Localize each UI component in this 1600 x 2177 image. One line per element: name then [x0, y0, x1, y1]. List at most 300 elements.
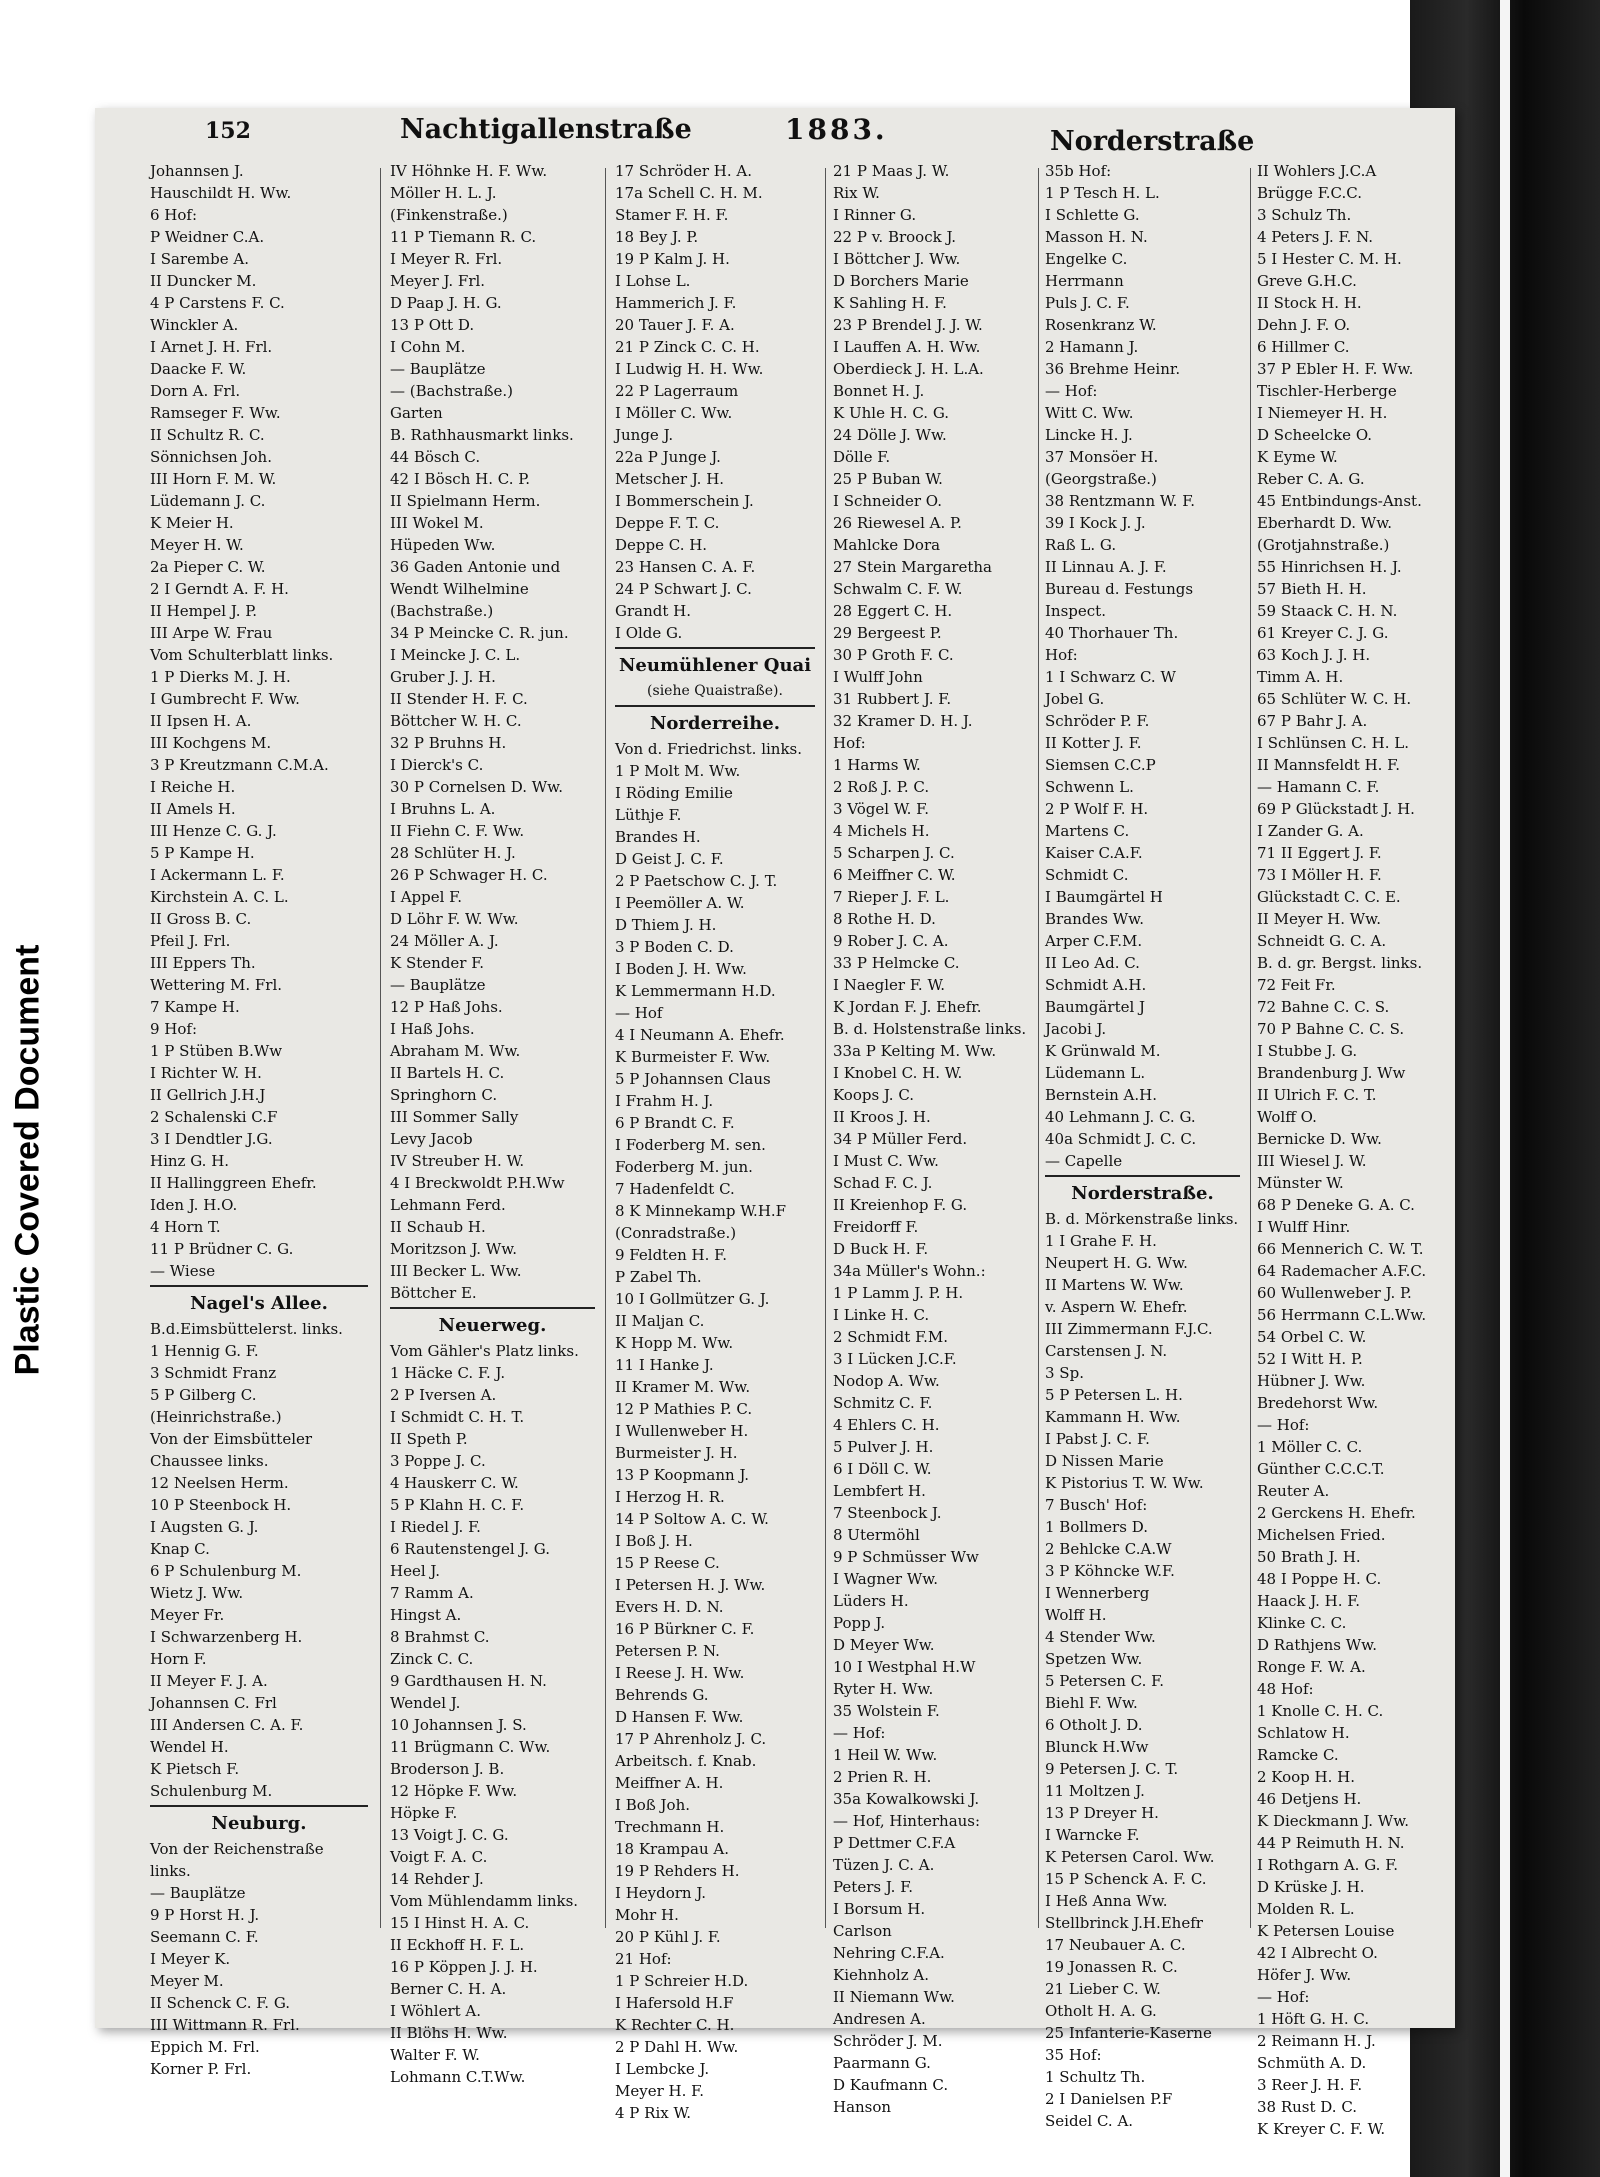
directory-entry: I Lohse L. — [615, 272, 691, 290]
directory-entry: II Fiehn C. F. Ww. — [390, 822, 525, 840]
directory-entry: Vom Schulterblatt links. — [150, 646, 334, 664]
directory-entry: Günther C.C.C.T. — [1257, 1460, 1385, 1478]
directory-entry: K Dieckmann J. Ww. — [1257, 1812, 1410, 1830]
directory-entry: Wendt Wilhelmine — [390, 580, 529, 598]
directory-entry: 1 Knolle C. H. C. — [1257, 1702, 1384, 1720]
directory-entry: 17 Neubauer A. C. — [1045, 1936, 1186, 1954]
directory-entry: 30 P Cornelsen D. Ww. — [390, 778, 564, 796]
directory-entry: Lüders H. — [833, 1592, 909, 1610]
directory-entry: 15 I Hinst H. A. C. — [390, 1914, 530, 1932]
directory-entry: Junge J. — [615, 426, 674, 444]
directory-entry: Rix W. — [833, 184, 880, 202]
directory-entry: Schwenn L. — [1045, 778, 1134, 796]
directory-entry: Ramcke C. — [1257, 1746, 1339, 1764]
directory-entry: 1 Harms W. — [833, 756, 921, 774]
directory-entry: — Hof: — [833, 1724, 886, 1742]
directory-entry: 2 P Wolf F. H. — [1045, 800, 1149, 818]
directory-entry: II Maljan C. — [615, 1312, 705, 1330]
directory-entry: Burmeister J. H. — [615, 1444, 738, 1462]
directory-entry: Heel J. — [390, 1562, 441, 1580]
directory-entry: Von der Reichenstraße — [150, 1840, 324, 1858]
directory-column-5 — [1045, 160, 1240, 2130]
directory-entry: B. d. gr. Bergst. links. — [1257, 954, 1423, 972]
directory-entry: 35a Kowalkowski J. — [833, 1790, 980, 1808]
directory-entry: Nehring C.F.A. — [833, 1944, 945, 1962]
directory-entry: Spetzen Ww. — [1045, 1650, 1143, 1668]
header-right-street: Norderstraße — [1050, 126, 1255, 157]
directory-entry: Lembfert H. — [833, 1482, 926, 1500]
directory-entry: Lehmann Ferd. — [390, 1196, 506, 1214]
directory-column-3 — [615, 160, 815, 2122]
directory-entry: 34 P Müller Ferd. — [833, 1130, 968, 1148]
directory-entry: Mohr H. — [615, 1906, 679, 1924]
directory-entry: 35 Hof: — [1045, 2046, 1102, 2064]
directory-entry: 1 P Stüben B.Ww — [150, 1042, 283, 1060]
directory-entry: Brandes Ww. — [1045, 910, 1144, 928]
directory-entry: Schmidt C. — [1045, 866, 1129, 884]
directory-entry: I Appel F. — [390, 888, 463, 906]
scanned-page — [95, 108, 1455, 2138]
directory-entry: 69 P Glückstadt J. H. — [1257, 800, 1415, 818]
directory-entry: Lüdemann L. — [1045, 1064, 1146, 1082]
directory-entry: (Bachstraße.) — [390, 602, 494, 620]
directory-entry: 40 Lehmann J. C. G. — [1045, 1108, 1196, 1126]
directory-entry: 32 Kramer D. H. J. — [833, 712, 973, 730]
directory-entry: III Becker L. Ww. — [390, 1262, 522, 1280]
directory-entry: Meyer J. Frl. — [390, 272, 486, 290]
directory-entry: Metscher J. H. — [615, 470, 725, 488]
directory-entry: Foderberg M. jun. — [615, 1158, 753, 1176]
directory-entry: P Dettmer C.F.A — [833, 1834, 956, 1852]
directory-entry: Trechmann H. — [615, 1818, 725, 1836]
directory-entry: I Ackermann L. F. — [150, 866, 285, 884]
directory-entry: 11 Brügmann C. Ww. — [390, 1738, 551, 1756]
directory-entry: D Geist J. C. F. — [615, 850, 724, 868]
section-rule — [1045, 1175, 1240, 1177]
street-heading: Norderstraße. — [1071, 1183, 1214, 1204]
directory-entry: 72 Bahne C. C. S. — [1257, 998, 1390, 1016]
directory-entry: 35b Hof: — [1045, 162, 1112, 180]
directory-entry: 36 Brehme Heinr. — [1045, 360, 1181, 378]
directory-entry: 10 I Westphal H.W — [833, 1658, 976, 1676]
directory-entry: I Riedel J. F. — [390, 1518, 481, 1536]
directory-entry: 44 Bösch C. — [390, 448, 481, 466]
directory-entry: 73 I Möller H. F. — [1257, 866, 1382, 884]
directory-entry: K Kreyer C. F. W. — [1257, 2120, 1386, 2138]
directory-entry: Inspect. — [1045, 602, 1106, 620]
directory-entry: I Wulff John — [833, 668, 923, 686]
section-rule — [615, 705, 815, 707]
directory-entry: I Frahm H. J. — [615, 1092, 714, 1110]
directory-entry: 71 II Eggert J. F. — [1257, 844, 1382, 862]
directory-entry: 7 Busch' Hof: — [1045, 1496, 1148, 1514]
directory-entry: I Boß J. H. — [615, 1532, 693, 1550]
directory-entry: I Rothgarn A. G. F. — [1257, 1856, 1399, 1874]
directory-entry: 33a P Kelting M. Ww. — [833, 1042, 997, 1060]
directory-entry: Evers H. D. N. — [615, 1598, 724, 1616]
directory-entry: K Uhle H. C. G. — [833, 404, 950, 422]
directory-entry: I Wöhlert A. — [390, 2002, 482, 2020]
directory-entry: 24 Dölle J. Ww. — [833, 426, 947, 444]
directory-entry: 48 Hof: — [1257, 1680, 1314, 1698]
directory-entry: Siemsen C.C.P — [1045, 756, 1156, 774]
directory-entry: Nodop A. Ww. — [833, 1372, 940, 1390]
directory-entry: Koops J. C. — [833, 1086, 915, 1104]
directory-entry: I Schwarzenberg H. — [150, 1628, 303, 1646]
directory-entry: II Mannsfeldt H. F. — [1257, 756, 1401, 774]
column-divider — [605, 168, 606, 1928]
directory-entry: 3 Reer J. H. F. — [1257, 2076, 1363, 2094]
directory-entry: D Löhr F. W. Ww. — [390, 910, 519, 928]
directory-entry: 2 P Paetschow C. J. T. — [615, 872, 778, 890]
directory-entry: 2 Roß J. P. C. — [833, 778, 930, 796]
directory-entry: I Linke H. C. — [833, 1306, 930, 1324]
directory-entry: Berner C. H. A. — [390, 1980, 507, 1998]
directory-entry: 8 Rothe H. D. — [833, 910, 936, 928]
directory-entry: 8 Brahmst C. — [390, 1628, 490, 1646]
directory-entry: 20 P Kühl J. F. — [615, 1928, 721, 1946]
directory-entry: 2 Prien R. H. — [833, 1768, 932, 1786]
directory-entry: Moritzson J. Ww. — [390, 1240, 518, 1258]
directory-entry: 16 P Bürkner C. F. — [615, 1620, 755, 1638]
directory-entry: I Schmidt C. H. T. — [390, 1408, 525, 1426]
directory-entry: II Eckhoff H. F. L. — [390, 1936, 525, 1954]
directory-entry: Hüpeden Ww. — [390, 536, 496, 554]
directory-entry: Behrends G. — [615, 1686, 709, 1704]
directory-entry: Andresen A. — [833, 2010, 926, 2028]
directory-entry: 40a Schmidt J. C. C. — [1045, 1130, 1197, 1148]
directory-entry: I Gumbrecht F. Ww. — [150, 690, 300, 708]
directory-entry: 22 P v. Broock J. — [833, 228, 957, 246]
directory-entry: 40 Thorhauer Th. — [1045, 624, 1179, 642]
directory-entry: 26 Riewesel A. P. — [833, 514, 962, 532]
directory-entry: 17 P Ahrenholz J. C. — [615, 1730, 767, 1748]
directory-entry: 70 P Bahne C. C. S. — [1257, 1020, 1405, 1038]
directory-entry: 1 Heil W. Ww. — [833, 1746, 938, 1764]
directory-entry: Wendel H. — [150, 1738, 229, 1756]
directory-entry: Hingst A. — [390, 1606, 462, 1624]
directory-entry: 61 Kreyer C. J. G. — [1257, 624, 1389, 642]
directory-entry: I Reiche H. — [150, 778, 236, 796]
directory-entry: Bonnet H. J. — [833, 382, 925, 400]
directory-entry: Hinz G. H. — [150, 1152, 230, 1170]
directory-entry: Peters J. F. — [833, 1878, 914, 1896]
directory-entry: 27 Stein Margaretha — [833, 558, 992, 576]
directory-entry: 22 P Lagerraum — [615, 382, 739, 400]
directory-entry: 52 I Witt H. P. — [1257, 1350, 1363, 1368]
directory-entry: links. — [150, 1862, 191, 1880]
directory-entry: Vom Mühlendamm links. — [390, 1892, 579, 1910]
directory-entry: Eppich M. Frl. — [150, 2038, 260, 2056]
directory-entry: I Meincke J. C. L. — [390, 646, 521, 664]
directory-column-4 — [833, 160, 1028, 2116]
directory-entry: I Meyer R. Frl. — [390, 250, 503, 268]
directory-entry: 4 I Neumann A. Ehefr. — [615, 1026, 785, 1044]
directory-entry: Seidel C. A. — [1045, 2112, 1134, 2130]
directory-entry: 66 Mennerich C. W. T. — [1257, 1240, 1424, 1258]
directory-entry: Brügge F.C.C. — [1257, 184, 1362, 202]
directory-entry: I Heß Anna Ww. — [1045, 1892, 1168, 1910]
column-divider — [380, 168, 381, 1928]
directory-entry: II Schultz R. C. — [150, 426, 265, 444]
directory-entry: Höfer J. Ww. — [1257, 1966, 1352, 1984]
directory-entry: Hauschildt H. Ww. — [150, 184, 292, 202]
directory-entry: Wolff H. — [1045, 1606, 1107, 1624]
directory-entry: I Zander G. A. — [1257, 822, 1364, 840]
directory-entry: Korner P. Frl. — [150, 2060, 252, 2078]
directory-entry: Schröder J. M. — [833, 2032, 943, 2050]
directory-entry: 1 Bollmers D. — [1045, 1518, 1148, 1536]
directory-entry: 7 Kampe H. — [150, 998, 240, 1016]
directory-entry: 1 P Dierks M. J. H. — [150, 668, 291, 686]
directory-entry: K Jordan F. J. Ehefr. — [833, 998, 982, 1016]
directory-entry: 17a Schell C. H. M. — [615, 184, 763, 202]
directory-entry: 34a Müller's Wohn.: — [833, 1262, 986, 1280]
side-label — [6, 0, 50, 2177]
directory-entry: I Hafersold H.F — [615, 1994, 734, 2012]
directory-entry: 6 I Döll C. W. — [833, 1460, 932, 1478]
directory-entry: 28 Eggert C. H. — [833, 602, 953, 620]
section-rule — [150, 1285, 368, 1287]
directory-entry: Stamer F. H. F. — [615, 206, 729, 224]
directory-entry: Höpke F. — [390, 1804, 458, 1822]
directory-entry: I Niemeyer H. H. — [1257, 404, 1388, 422]
directory-entry: Dehn J. F. O. — [1257, 316, 1351, 334]
street-note: (siehe Quaistraße). — [647, 683, 783, 699]
directory-entry: 1 Häcke C. F. J. — [390, 1364, 506, 1382]
directory-entry: — Bauplätze — [150, 1884, 246, 1902]
directory-entry: Schmidt A.H. — [1045, 976, 1147, 994]
directory-entry: Eberhardt D. Ww. — [1257, 514, 1393, 532]
directory-entry: I Lauffen A. H. Ww. — [833, 338, 981, 356]
directory-entry: I Augsten G. J. — [150, 1518, 259, 1536]
directory-entry: 3 P Köhncke W.F. — [1045, 1562, 1175, 1580]
directory-entry: 4 Horn T. — [150, 1218, 221, 1236]
directory-entry: 6 P Schulenburg M. — [150, 1562, 302, 1580]
directory-entry: D Scheelcke O. — [1257, 426, 1373, 444]
directory-entry: 45 Entbindungs-Anst. — [1257, 492, 1422, 510]
street-heading: Neuburg. — [211, 1813, 307, 1834]
directory-entry: Arbeitsch. f. Knab. — [615, 1752, 757, 1770]
directory-entry: 14 Rehder J. — [390, 1870, 484, 1888]
directory-entry: 38 Rentzmann W. F. — [1045, 492, 1196, 510]
directory-entry: (Conradstraße.) — [615, 1224, 737, 1242]
directory-entry: B. Rathhausmarkt links. — [390, 426, 574, 444]
directory-entry: I Herzog H. R. — [615, 1488, 725, 1506]
directory-entry: 2 Reimann H. J. — [1257, 2032, 1376, 2050]
directory-entry: Ronge F. W. A. — [1257, 1658, 1366, 1676]
directory-entry: I Haß Johs. — [390, 1020, 475, 1038]
directory-entry: Lohmann C.T.Ww. — [390, 2068, 526, 2086]
directory-entry: II Meyer H. Ww. — [1257, 910, 1382, 928]
directory-entry: Ramseger F. Ww. — [150, 404, 281, 422]
directory-entry: I Röding Emilie — [615, 784, 733, 802]
directory-entry: Kiehnholz A. — [833, 1966, 929, 1984]
directory-entry: Meyer H. W. — [150, 536, 244, 554]
directory-entry: Voigt F. A. C. — [390, 1848, 488, 1866]
directory-entry: 13 P Dreyer H. — [1045, 1804, 1159, 1822]
directory-entry: D Paap J. H. G. — [390, 294, 502, 312]
directory-entry: I Pabst J. C. F. — [1045, 1430, 1150, 1448]
directory-entry: 10 P Steenbock H. — [150, 1496, 292, 1514]
directory-entry: Glückstadt C. C. E. — [1257, 888, 1401, 906]
directory-entry: 6 P Brandt C. F. — [615, 1114, 735, 1132]
directory-entry: 2 Hamann J. — [1045, 338, 1139, 356]
directory-entry: 23 P Brendel J. J. W. — [833, 316, 983, 334]
directory-entry: 4 Ehlers C. H. — [833, 1416, 940, 1434]
directory-entry: 8 K Minnekamp W.H.F — [615, 1202, 787, 1220]
directory-entry: II Meyer F. J. A. — [150, 1672, 268, 1690]
directory-entry: I Meyer K. — [150, 1950, 231, 1968]
directory-entry: I Wennerberg — [1045, 1584, 1150, 1602]
directory-entry: II Blöhs H. Ww. — [390, 2024, 508, 2042]
directory-entry: 9 Petersen J. C. T. — [1045, 1760, 1179, 1778]
directory-entry: Daacke F. W. — [150, 360, 247, 378]
directory-entry: II Duncker M. — [150, 272, 257, 290]
directory-entry: — Bauplätze — [390, 360, 486, 378]
directory-entry: 30 P Groth F. C. — [833, 646, 954, 664]
directory-entry: v. Aspern W. Ehefr. — [1045, 1298, 1188, 1316]
directory-entry: II Leo Ad. C. — [1045, 954, 1140, 972]
directory-entry: Böttcher W. H. C. — [390, 712, 522, 730]
directory-entry: III Horn F. M. W. — [150, 470, 277, 488]
directory-entry: Münster W. — [1257, 1174, 1344, 1192]
directory-entry: 72 Feit Fr. — [1257, 976, 1336, 994]
directory-entry: 3 Vögel W. F. — [833, 800, 930, 818]
directory-entry: 2 P Iversen A. — [390, 1386, 497, 1404]
directory-entry: IV Streuber H. W. — [390, 1152, 525, 1170]
directory-entry: Schad F. C. J. — [833, 1174, 933, 1192]
directory-entry: 68 P Deneke G. A. C. — [1257, 1196, 1415, 1214]
directory-entry: D Thiem J. H. — [615, 916, 717, 934]
directory-entry: K Pietsch F. — [150, 1760, 240, 1778]
directory-entry: D Hansen F. Ww. — [615, 1708, 744, 1726]
directory-entry: 13 Voigt J. C. G. — [390, 1826, 509, 1844]
directory-entry: 60 Wullenweber J. P. — [1257, 1284, 1412, 1302]
directory-entry: I Baumgärtel H — [1045, 888, 1163, 906]
directory-entry: 5 P Gilberg C. — [150, 1386, 257, 1404]
directory-entry: II Wohlers J.C.A — [1257, 162, 1377, 180]
directory-entry: Springhorn C. — [390, 1086, 498, 1104]
directory-entry: Dölle F. — [833, 448, 891, 466]
street-heading: Neuerweg. — [438, 1315, 547, 1336]
directory-entry: 3 Sp. — [1045, 1364, 1084, 1382]
directory-entry: 64 Rademacher A.F.C. — [1257, 1262, 1427, 1280]
directory-entry: 2 Gerckens H. Ehefr. — [1257, 1504, 1416, 1522]
directory-entry: K Lemmermann H.D. — [615, 982, 776, 1000]
directory-entry: 4 Stender Ww. — [1045, 1628, 1156, 1646]
directory-entry: 12 Höpke F. Ww. — [390, 1782, 518, 1800]
directory-entry: Chaussee links. — [150, 1452, 269, 1470]
directory-entry: II Kotter J. F. — [1045, 734, 1142, 752]
directory-entry: Deppe C. H. — [615, 536, 708, 554]
directory-entry: — Hamann C. F. — [1257, 778, 1380, 796]
directory-entry: I Sarembe A. — [150, 250, 250, 268]
directory-entry: Rosenkranz W. — [1045, 316, 1157, 334]
directory-entry: II Schaub H. — [390, 1218, 486, 1236]
directory-entry: 1 Höft G. H. C. — [1257, 2010, 1370, 2028]
directory-entry: K Pistorius T. W. Ww. — [1045, 1474, 1204, 1492]
directory-entry: II Spielmann Herm. — [390, 492, 541, 510]
directory-entry: Arper C.F.M. — [1045, 932, 1143, 950]
directory-entry: Schlatow H. — [1257, 1724, 1350, 1742]
directory-entry: Neupert H. G. Ww. — [1045, 1254, 1188, 1272]
directory-entry: Petersen P. N. — [615, 1642, 720, 1660]
directory-entry: Bernstein A.H. — [1045, 1086, 1158, 1104]
directory-entry: 9 Gardthausen H. N. — [390, 1672, 547, 1690]
column-divider — [825, 168, 826, 1928]
directory-entry: Abraham M. Ww. — [390, 1042, 521, 1060]
directory-entry: 38 Rust D. C. — [1257, 2098, 1358, 2116]
directory-entry: B.d.Eimsbüttelerst. links. — [150, 1320, 343, 1338]
directory-entry: 25 Infanterie-Kaserne — [1045, 2024, 1212, 2042]
directory-entry: 12 P Haß Johs. — [390, 998, 503, 1016]
directory-entry: 22a P Junge J. — [615, 448, 721, 466]
directory-entry: 11 I Hanke J. — [615, 1356, 714, 1374]
directory-entry: I Richter W. H. — [150, 1064, 262, 1082]
directory-entry: Seemann C. F. — [150, 1928, 259, 1946]
directory-entry: 35 Wolstein F. — [833, 1702, 940, 1720]
directory-entry: 3 Schulz Th. — [1257, 206, 1352, 224]
directory-entry: Freidorff F. — [833, 1218, 919, 1236]
directory-entry: — Hof: — [1257, 1416, 1310, 1434]
directory-entry: D Meyer Ww. — [833, 1636, 935, 1654]
directory-entry: Lüthje F. — [615, 806, 682, 824]
directory-entry: D Kaufmann C. — [833, 2076, 949, 2094]
directory-entry: 2 Schalenski C.F — [150, 1108, 278, 1126]
directory-entry: 10 Johannsen J. S. — [390, 1716, 527, 1734]
directory-entry: I Lembcke J. — [615, 2060, 710, 2078]
directory-entry: 31 Rubbert J. F. — [833, 690, 952, 708]
directory-entry: 4 P Rix W. — [615, 2104, 692, 2122]
directory-entry: 15 P Schenck A. F. C. — [1045, 1870, 1207, 1888]
directory-entry: I Foderberg M. sen. — [615, 1136, 766, 1154]
directory-entry: II Gross B. C. — [150, 910, 252, 928]
directory-entry: IV Höhnke H. F. Ww. — [390, 162, 548, 180]
directory-entry: — Hof: — [1257, 1988, 1310, 2006]
directory-entry: Jobel G. — [1045, 690, 1105, 708]
directory-entry: II Hallinggreen Ehefr. — [150, 1174, 317, 1192]
directory-entry: 12 P Mathies P. C. — [615, 1400, 753, 1418]
directory-entry: 11 P Tiemann R. C. — [390, 228, 537, 246]
directory-entry: Lincke H. J. — [1045, 426, 1133, 444]
street-heading: Neumühlener Quai — [618, 655, 812, 676]
directory-entry: Schmüth A. D. — [1257, 2054, 1367, 2072]
directory-entry: 44 P Reimuth H. N. — [1257, 1834, 1405, 1852]
directory-entry: Blunck H.Ww — [1045, 1738, 1149, 1756]
directory-entry: I Naegler F. W. — [833, 976, 946, 994]
directory-entry: 15 P Reese C. — [615, 1554, 720, 1572]
directory-entry: III Zimmermann F.J.C. — [1045, 1320, 1213, 1338]
directory-entry: 5 Petersen C. F. — [1045, 1672, 1165, 1690]
directory-entry: K Sahling H. F. — [833, 294, 947, 312]
directory-entry: I Rinner G. — [833, 206, 917, 224]
directory-entry: 5 P Kampe H. — [150, 844, 255, 862]
directory-entry: III Arpe W. Frau — [150, 624, 273, 642]
directory-entry: Reber C. A. G. — [1257, 470, 1365, 488]
directory-entry: 3 P Boden C. D. — [615, 938, 734, 956]
directory-entry: 13 P Koopmann J. — [615, 1466, 750, 1484]
column-divider — [1038, 168, 1039, 1928]
directory-entry: — Hof: — [1045, 382, 1098, 400]
directory-entry: Wietz J. Ww. — [150, 1584, 244, 1602]
directory-entry: — Hof, Hinterhaus: — [833, 1812, 981, 1830]
directory-entry: K Petersen Louise — [1257, 1922, 1395, 1940]
directory-entry: 65 Schlüter W. C. H. — [1257, 690, 1412, 708]
directory-entry: III Kochgens M. — [150, 734, 272, 752]
directory-entry: Broderson J. B. — [390, 1760, 505, 1778]
directory-entry: Wettering M. Frl. — [150, 976, 283, 994]
